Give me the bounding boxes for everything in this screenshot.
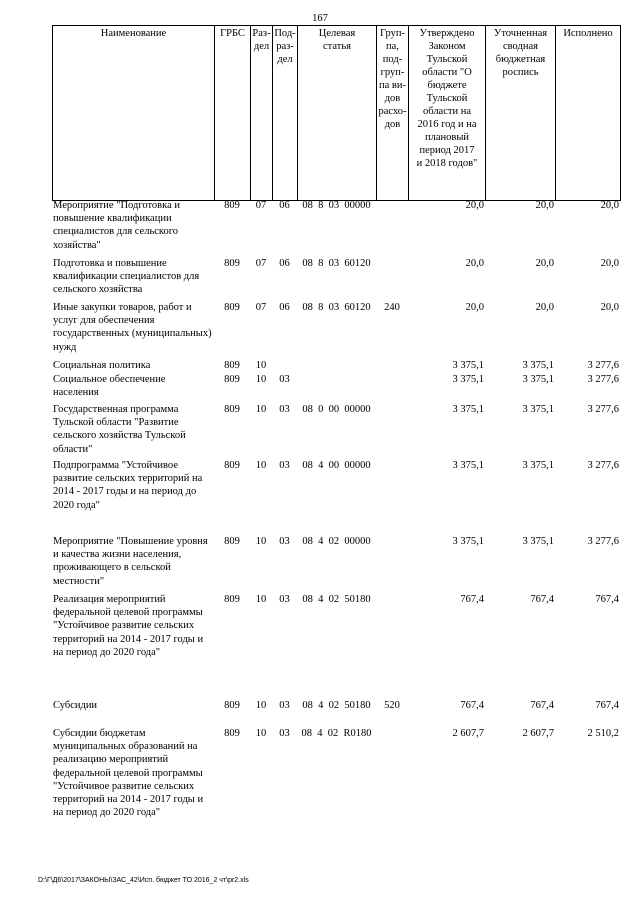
cell-grbs: 809 <box>224 374 240 385</box>
cell-grbs: 809 <box>224 200 240 211</box>
cell-vid: 520 <box>384 700 400 711</box>
cell-refined: 767,4 <box>530 594 554 605</box>
cell-podrazdel: 06 <box>279 200 290 211</box>
table-row <box>52 199 620 257</box>
cell-executed: 3 277,6 <box>587 404 619 415</box>
cell-refined: 3 375,1 <box>522 460 554 471</box>
cell-statya: 08 4 02 50180 <box>302 594 371 605</box>
table-row <box>52 257 620 301</box>
cell-grbs: 809 <box>224 302 240 313</box>
cell-razdel: 10 <box>255 728 267 739</box>
cell-grbs: 809 <box>224 460 240 471</box>
cell-approved: 20,0 <box>465 258 484 269</box>
cell-refined: 20,0 <box>535 258 554 269</box>
cell-approved: 20,0 <box>465 302 484 313</box>
cell-razdel: 10 <box>255 374 267 385</box>
cell-statya: 08 8 03 60120 <box>302 302 371 313</box>
cell-vid <box>376 727 408 857</box>
cell-name: Реализация мероприятий федеральной целевой программы "Устойчивое развитие сельских территорий на 2014 - 2017 годы и на период до 2020 года" <box>53 594 204 658</box>
cell-razdel: 10 <box>255 460 267 471</box>
cell-statya <box>297 373 376 403</box>
cell-vid <box>376 199 408 257</box>
cell-statya: 08 0 00 00000 <box>302 404 371 415</box>
cell-statya: 08 4 00 00000 <box>302 460 371 471</box>
column-header-executed: Исполнено <box>556 26 621 201</box>
cell-name: Мероприятие "Повышение уровня и качества жизни населения, проживающего в сельской местности" <box>53 536 208 587</box>
cell-executed: 2 510,2 <box>587 728 619 739</box>
cell-executed: 20,0 <box>600 200 619 211</box>
cell-refined: 20,0 <box>535 302 554 313</box>
file-path-footer: D:\Г\Д6\2017\ЗАКОНЫ\ЗАС_42\Исп. бюджет ТО 2016_2 чт\pr2.xls <box>38 877 249 884</box>
cell-vid <box>376 403 408 459</box>
cell-razdel: 10 <box>255 360 267 371</box>
column-header-razdel: Раз- дел <box>251 26 273 201</box>
column-header-podrazdel: Под- раз- дел <box>273 26 298 201</box>
cell-executed: 3 277,6 <box>587 460 619 471</box>
cell-vid <box>376 257 408 301</box>
column-header-name: Наименование <box>53 26 215 201</box>
cell-name: Мероприятие "Подготовка и повышение квалификации специалистов для сельского хозяйства" <box>53 200 180 251</box>
cell-razdel: 10 <box>255 594 267 605</box>
cell-name: Подготовка и повышение квалификации специалистов для сельского хозяйства <box>53 258 200 296</box>
table-row <box>52 727 620 857</box>
cell-executed: 767,4 <box>595 700 619 711</box>
cell-vid <box>376 593 408 699</box>
cell-approved: 3 375,1 <box>452 536 484 547</box>
cell-statya <box>297 359 376 373</box>
cell-statya: 08 4 02 50180 <box>302 700 371 711</box>
cell-vid: 240 <box>384 302 400 313</box>
table-row <box>52 459 620 535</box>
table-row <box>52 359 620 373</box>
cell-grbs: 809 <box>224 536 240 547</box>
cell-refined: 767,4 <box>530 700 554 711</box>
cell-statya: 08 4 02 R0180 <box>301 728 372 739</box>
cell-grbs: 809 <box>224 700 240 711</box>
cell-podrazdel: 06 <box>279 258 290 269</box>
cell-approved: 767,4 <box>460 594 484 605</box>
table-row <box>52 593 620 699</box>
column-header-approved: Утверждено Законом Тульской области "О бюджете Тульской области на 2016 год и на плановый период 2017 и 2018 годов" <box>409 26 486 201</box>
cell-executed: 20,0 <box>600 302 619 313</box>
cell-grbs: 809 <box>224 258 240 269</box>
cell-executed: 767,4 <box>595 594 619 605</box>
cell-podrazdel: 03 <box>279 374 290 385</box>
column-header-grbs: ГРБС <box>215 26 251 201</box>
cell-vid <box>376 373 408 403</box>
cell-approved: 3 375,1 <box>452 460 484 471</box>
cell-approved: 20,0 <box>465 200 484 211</box>
table-row <box>52 301 620 359</box>
cell-podrazdel: 03 <box>279 536 290 547</box>
cell-name: Иные закупки товаров, работ и услуг для обеспечения государственных (муниципальных) нужд <box>53 302 212 353</box>
cell-vid <box>376 459 408 535</box>
cell-grbs: 809 <box>224 594 240 605</box>
cell-refined: 3 375,1 <box>522 404 554 415</box>
cell-podrazdel: 06 <box>279 302 290 313</box>
cell-statya: 08 4 02 00000 <box>302 536 371 547</box>
cell-name: Субсидии бюджетам муниципальных образований на реализацию мероприятий федеральной целевой программы "Устойчивое развитие сельских территорий на 2014 - 2017 годы и на период до 2020 года" <box>53 728 204 819</box>
cell-executed: 3 277,6 <box>587 360 619 371</box>
cell-podrazdel: 03 <box>279 728 290 739</box>
column-header-refined: Уточненная сводная бюджетная роспись <box>486 26 556 201</box>
cell-approved: 2 607,7 <box>452 728 484 739</box>
cell-approved: 767,4 <box>460 700 484 711</box>
cell-statya: 08 8 03 00000 <box>302 200 371 211</box>
cell-refined: 3 375,1 <box>522 536 554 547</box>
table-header <box>52 25 621 201</box>
cell-grbs: 809 <box>224 728 240 739</box>
cell-executed: 3 277,6 <box>587 536 619 547</box>
cell-grbs: 809 <box>224 404 240 415</box>
cell-approved: 3 375,1 <box>452 360 484 371</box>
cell-vid <box>376 535 408 593</box>
cell-podrazdel: 03 <box>279 404 290 415</box>
table-row <box>52 403 620 459</box>
table-row <box>52 535 620 593</box>
cell-refined: 3 375,1 <box>522 360 554 371</box>
cell-razdel: 10 <box>255 700 267 711</box>
cell-name: Социальная политика <box>53 360 151 371</box>
table-row <box>52 699 620 727</box>
data-table <box>52 199 620 857</box>
cell-vid <box>376 359 408 373</box>
cell-razdel: 10 <box>255 536 267 547</box>
cell-razdel: 07 <box>255 200 267 211</box>
column-header-vid: Груп- па, под- груп- па ви- дов расхо- дов <box>377 26 409 201</box>
cell-refined: 3 375,1 <box>522 374 554 385</box>
cell-refined: 2 607,7 <box>522 728 554 739</box>
cell-statya: 08 8 03 60120 <box>302 258 371 269</box>
page-number: 167 <box>312 13 328 24</box>
cell-grbs: 809 <box>224 360 240 371</box>
cell-name: Социальное обеспечение населения <box>53 374 166 399</box>
cell-name: Субсидии <box>53 700 98 711</box>
cell-name: Государственная программа Тульской области "Развитие сельского хозяйства Тульской области" <box>53 404 186 455</box>
cell-razdel: 10 <box>255 404 267 415</box>
cell-podrazdel: 03 <box>279 594 290 605</box>
cell-approved: 3 375,1 <box>452 374 484 385</box>
cell-executed: 20,0 <box>600 258 619 269</box>
table-row <box>52 373 620 403</box>
cell-razdel: 07 <box>255 302 267 313</box>
cell-executed: 3 277,6 <box>587 374 619 385</box>
cell-approved: 3 375,1 <box>452 404 484 415</box>
cell-name: Подпрограмма "Устойчивое развитие сельских территорий на 2014 - 2017 годы и на период до 2020 года" <box>53 460 203 511</box>
cell-podrazdel: 03 <box>279 700 290 711</box>
cell-podrazdel <box>272 359 297 373</box>
cell-razdel: 07 <box>255 258 267 269</box>
column-header-statya: Целевая статья <box>298 26 377 201</box>
cell-refined: 20,0 <box>535 200 554 211</box>
cell-podrazdel: 03 <box>279 460 290 471</box>
